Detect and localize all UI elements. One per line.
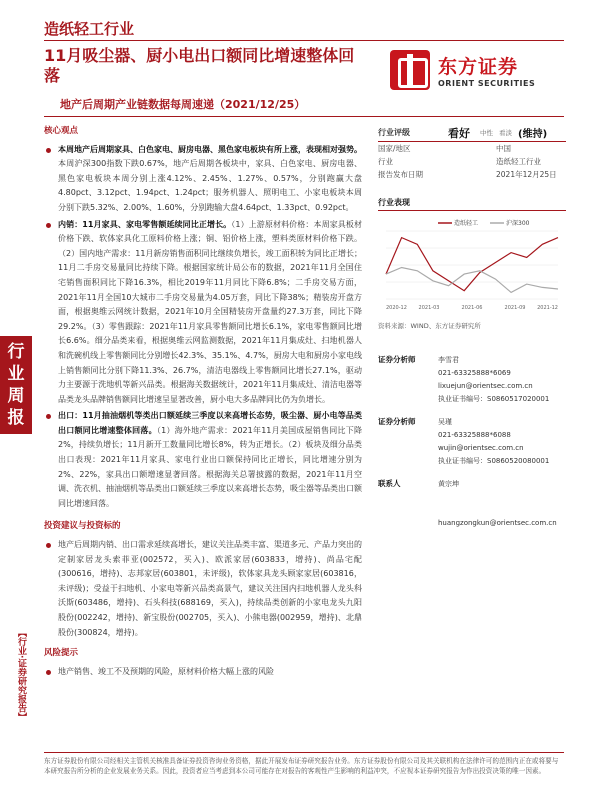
legend-label-b: 沪深300 bbox=[506, 220, 530, 227]
core-point-3-lead: 出口：11月抽油烟机等类出口额延续三季度以来高增长态势，吸尘器、厨小电等品类出口额同比增速整体回落。 bbox=[58, 411, 362, 435]
invest-point bbox=[44, 538, 362, 640]
core-heading: 核心观点 bbox=[44, 126, 79, 136]
sidebar-top bbox=[0, 0, 32, 336]
bullet-icon bbox=[46, 223, 51, 228]
rating-label: 行业评级 bbox=[378, 128, 410, 137]
analyst-role: 证券分析师 bbox=[378, 417, 416, 426]
analyst-phone: 021-63325888*6088 bbox=[438, 431, 511, 439]
invest-heading: 投资建议与投资标的 bbox=[44, 521, 121, 532]
contact-name: 黄宗坤 bbox=[438, 480, 459, 488]
risk-text: 地产销售、竣工不及预期的风险，原材料价格大幅上涨的风险 bbox=[58, 666, 274, 676]
contact-role: 联系人 bbox=[378, 479, 401, 488]
band-char: 报 bbox=[7, 408, 25, 428]
rating-bearish: 看淡 bbox=[499, 129, 512, 137]
bullet-icon bbox=[46, 414, 51, 419]
core-point-3-text: （1）海外地产需求：2021年11月美国成屋销售同比下降2%，持续负增长；11月新开工数量同比增长8%，转为正增长。（2）板块及细分品类出口表现：2021年11月家具、家电行业出口额保持同比正增长，同比增速分别为2%、22%，家具出口额增速显著回落。根据海关总署披露的数据，2021年11月空调、洗衣机、抽油烟机等品类出口额延续三季度以来高增长态势，吸尘器等品类出口额同比增速回落。 bbox=[58, 425, 362, 508]
report-subtitle: 地产后周期产业链数据每周速递（2021/12/25） bbox=[60, 98, 306, 111]
analyst-phone: 021-63325888*6069 bbox=[438, 369, 511, 377]
rating-neutral: 中性 bbox=[480, 129, 493, 137]
industry-category: 造纸轻工行业 bbox=[44, 20, 135, 38]
performance-chart bbox=[378, 215, 566, 315]
series-line-0 bbox=[386, 238, 558, 291]
bullet-icon bbox=[46, 543, 51, 548]
brand-logo bbox=[390, 48, 570, 92]
footer-divider bbox=[44, 752, 564, 753]
header-divider bbox=[44, 40, 564, 41]
chart-x-ticks bbox=[386, 305, 558, 311]
core-point-3 bbox=[44, 409, 362, 511]
risk-heading: 风险提示 bbox=[44, 648, 79, 659]
series-label: 【行业·证券研究报告】 bbox=[16, 628, 26, 722]
analyst-list bbox=[378, 354, 566, 530]
core-views bbox=[44, 124, 362, 681]
performance-heading: 行业表现 bbox=[378, 197, 566, 211]
x-tick-label: 2021-03 bbox=[418, 305, 440, 311]
invest-text: 地产后周期内销、出口需求延续高增长，建议关注品类丰富、渠道多元、产品力突出的定制家居龙头索菲亚(002572，买入)、欧派家居(603833，增持)、尚品宅配(300616，增持)、志邦家居(603801，未评级)，软体家具龙头顾家家居(603816，未评级)；受益于扫地机、小家电等新兴品类高景气，建议关注国内扫地机器人龙头科沃斯(603486，增持)、石头科技(688169，买入)，持续品类创新的小家电龙头九阳股份(002242，增持)、新宝股份(002705，买入)、小熊电器(002959，增持)、北鼎股份(300824，增持)。 bbox=[58, 540, 362, 637]
report-type-band bbox=[0, 336, 32, 434]
analyst-role: 证券分析师 bbox=[378, 355, 416, 364]
info-sidebar bbox=[378, 124, 566, 540]
rating-row bbox=[378, 124, 566, 142]
info-row-date bbox=[378, 168, 566, 181]
band-char: 业 bbox=[7, 364, 25, 384]
rating-maintain: (维持) bbox=[518, 129, 548, 140]
analyst-license: 执业证书编号：S0860520080001 bbox=[438, 457, 550, 465]
band-char: 周 bbox=[7, 386, 25, 406]
analyst-2 bbox=[378, 416, 566, 468]
info-row-industry bbox=[378, 155, 566, 168]
core-point-2-lead: 内销：11月家具、家电零售额延续同比正增长。 bbox=[58, 219, 232, 229]
band-char: 行 bbox=[7, 342, 25, 362]
analyst-1 bbox=[378, 354, 566, 406]
info-value: 造纸轻工行业 bbox=[496, 157, 541, 166]
legend-label-a: 造纸轻工 bbox=[454, 220, 479, 227]
disclaimer: 东方证券股份有限公司经相关主管机关核准具备证券投资咨询业务资格，据此开展发布证券研究报告业务。东方证券股份有限公司及其关联机构在法律许可的范围内正在或将要与本研究报告所分析的企业发展业务关系。因此，投资者应当考虑到本公司可能存在对报告的客观性产生影响的利益冲突，不应视本证券研究报告为作出投资决策的唯一因素。 bbox=[44, 757, 559, 775]
chart-source: 资料来源：WIND、东方证券研究所 bbox=[378, 322, 481, 330]
info-value: 中国 bbox=[496, 144, 511, 153]
analyst-email[interactable]: wujin@orientsec.com.cn bbox=[438, 444, 524, 452]
chart-grid bbox=[386, 231, 558, 299]
sidebar bbox=[0, 0, 32, 800]
logo-name-cn: 东方证券 bbox=[438, 56, 519, 78]
analyst-name: 吴瑾 bbox=[438, 418, 452, 426]
core-point-2 bbox=[44, 218, 362, 408]
contact-person bbox=[378, 478, 566, 530]
contact-email[interactable]: huangzongkun@orientsec.com.cn bbox=[438, 519, 557, 527]
x-tick-label: 2021-12 bbox=[537, 305, 558, 311]
analyst-name: 李雪君 bbox=[438, 356, 459, 364]
logo-name-en: ORIENT SECURITIES bbox=[438, 79, 536, 88]
x-tick-label: 2021-09 bbox=[504, 305, 526, 311]
info-key: 国家/地区 bbox=[378, 144, 411, 153]
core-point-2-text: （1）上游原材料价格：本周家具板材价格下跌、软体家具化工原料价格上涨；铜、铝价格上涨，塑料类原材料价格下跌。（2）国内地产需求：11月新房销售面积同比继续负增长，竣工面积转为同比正增长；11月二手房交易量同比持续下降。根据国家统计局公布的数据，2021年11月全国住宅销售面积同比下降16.3%，相比2019年11月同比下降6.8%；二手房交易方面，2021年11月全国10大城市二手房交易量为4.05万套，同比下降38%；精装房开盘方面，根据奥维云网统计数据，2021年10月全国精装房开盘量约27.3万套，同比下降29.2%。（3）零售跟踪：2021年11月家具零售额同比增长6.1%，家电零售额同比增长6.6%。细分品类来看，根据奥维云网监测数据，2021年11月集成灶、扫地机器人和洗碗机线上零售额同比分别增长42.3%、35.1%、4.7%，厨房大电和厨房小家电线上销售额同比分别下降11.3%、26.7%，清洁电器线上零售额同比增长27.1%，驱动力主要源于洗地机等新兴品类。根据海关数据统计，2021年11月集成灶、清洁电器等品类龙头品牌销售额同比增速呈显著改善，厨小电大多品牌同比仍为负增长。 bbox=[58, 219, 362, 404]
report-title: 11月吸尘器、厨小电出口额同比增速整体回落 bbox=[44, 46, 355, 85]
bullet-icon bbox=[46, 148, 51, 153]
logo-mark-icon bbox=[390, 50, 430, 90]
info-key: 报告发布日期 bbox=[378, 170, 423, 179]
core-point-1-text: 本周沪深300指数下跌0.67%，地产后周期各板块中，家具、白色家电、厨房电器、黑色家电板块本周分别上涨4.12%、2.45%、1.27%、0.57%，分别跑赢大盘4.80pct、3.12pct、1.94pct、1.24pct；服务机器人、照明电工、小家电板块本周分别下跌5.32%、2.00%、1.60%，分别跑输大盘4.64pct、1.33pct、0.92pct。 bbox=[58, 159, 362, 212]
core-point-1-lead: 本周地产后周期家具、白色家电、厨房电器、黑色家电板块有所上涨，表现相对强势。 bbox=[58, 144, 362, 154]
analyst-email[interactable]: lixuejun@orientsec.com.cn bbox=[438, 382, 533, 390]
series-line-1 bbox=[386, 268, 558, 293]
x-tick-label: 2020-12 bbox=[386, 305, 407, 311]
risk-point bbox=[44, 665, 362, 680]
bullet-icon bbox=[46, 670, 51, 675]
info-key: 行业 bbox=[378, 157, 393, 166]
info-value: 2021年12月25日 bbox=[496, 170, 557, 179]
info-row-region bbox=[378, 142, 566, 155]
rating-value: 看好 bbox=[448, 126, 470, 140]
x-tick-label: 2021-06 bbox=[461, 305, 483, 311]
analyst-license: 执业证书编号：S0860517020001 bbox=[438, 395, 550, 403]
core-point-1 bbox=[44, 143, 362, 216]
subtitle-divider bbox=[44, 116, 564, 117]
